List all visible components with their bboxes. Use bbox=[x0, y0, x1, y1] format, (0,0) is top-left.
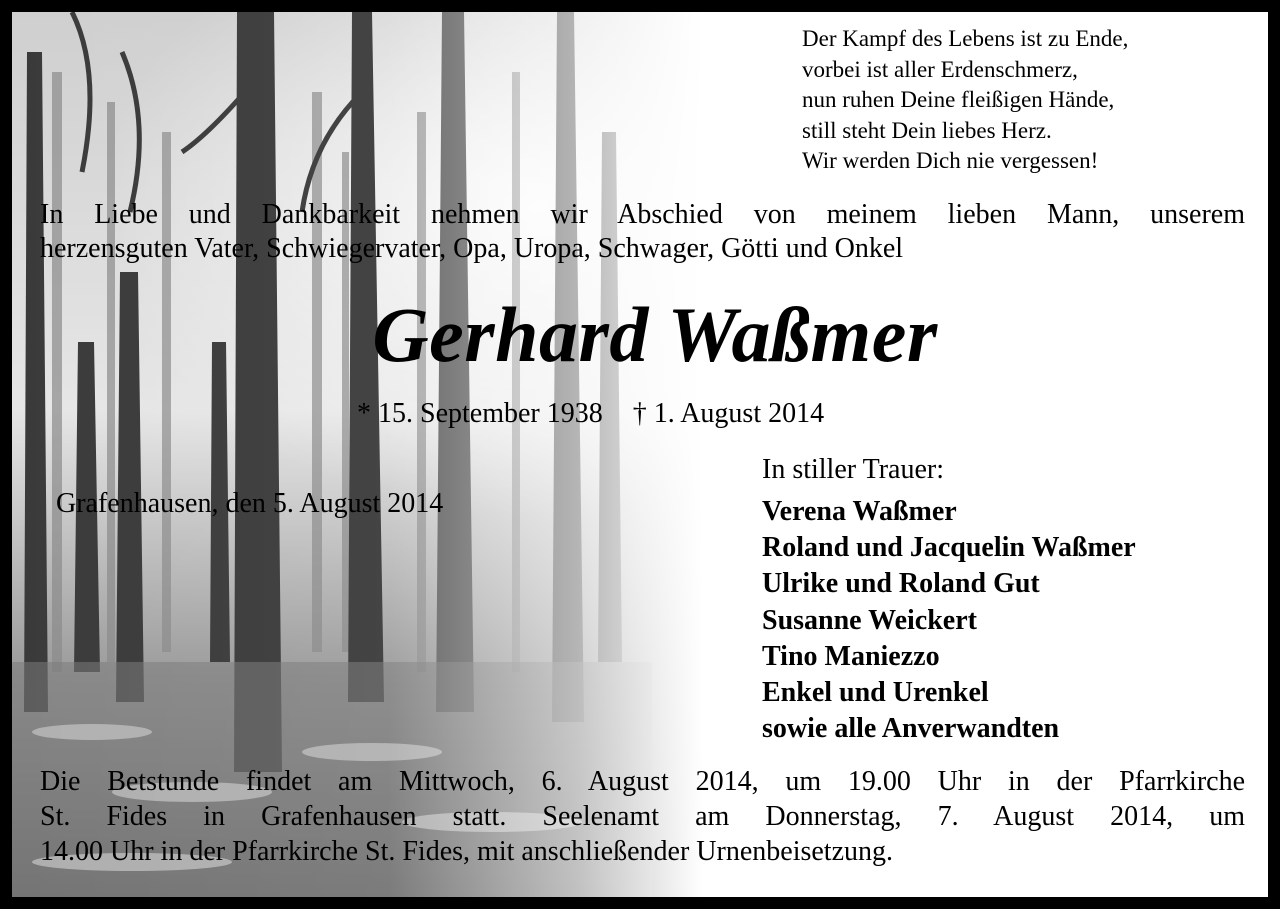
mourners-list bbox=[762, 494, 1136, 747]
intro-line: herzensguten Vater, Schwiegervater, Opa, Uropa, Schwager, Götti und Onkel bbox=[40, 233, 904, 264]
mourner-name: Tino Maniezzo bbox=[762, 640, 940, 672]
mourners-lead: In stiller Trauer: bbox=[762, 454, 944, 485]
mourner-name: sowie alle Anverwandten bbox=[762, 713, 1060, 745]
poem-line: nun ruhen Deine fleißigen Hände, bbox=[802, 87, 1115, 112]
service-info-line: St. Fides in Grafenhausen statt. Seelenamt am Donnerstag, 7. August 2014, um bbox=[40, 801, 1245, 832]
birth-date: * 15. September 1938 bbox=[357, 398, 603, 429]
service-info bbox=[40, 764, 1245, 869]
poem-line: Wir werden Dich nie vergessen! bbox=[802, 148, 1099, 173]
service-info-line: Die Betstunde findet am Mittwoch, 6. August 2014, um 19.00 Uhr in der Pfarrkirche bbox=[40, 766, 1245, 797]
mourner-name: Verena Waßmer bbox=[762, 496, 957, 527]
death-date: † 1. August 2014 bbox=[632, 398, 825, 429]
place-and-date: Grafenhausen, den 5. August 2014 bbox=[56, 488, 444, 519]
deceased-name: Gerhard Waßmer bbox=[372, 291, 938, 378]
intro-text bbox=[40, 198, 1245, 266]
service-info-line: 14.00 Uhr in der Pfarrkirche St. Fides, mit anschließender Urnenbeisetzung. bbox=[40, 836, 894, 867]
mourner-name: Ulrike und Roland Gut bbox=[762, 568, 1040, 600]
intro-line: In Liebe und Dankbarkeit nehmen wir Abschied von meinem lieben Mann, unserem bbox=[40, 199, 1245, 230]
poem-line: vorbei ist aller Erdenschmerz, bbox=[802, 56, 1078, 82]
mourner-name: Susanne Weickert bbox=[762, 604, 977, 636]
poem-line: still steht Dein liebes Herz. bbox=[802, 117, 1052, 143]
mourners-block bbox=[762, 452, 1136, 747]
mourner-name: Enkel und Urenkel bbox=[762, 677, 989, 709]
life-dates bbox=[357, 398, 824, 430]
poem bbox=[802, 24, 1128, 177]
poem-line: Der Kampf des Lebens ist zu Ende, bbox=[802, 26, 1129, 51]
mourner-name: Roland und Jacquelin Waßmer bbox=[762, 532, 1136, 564]
